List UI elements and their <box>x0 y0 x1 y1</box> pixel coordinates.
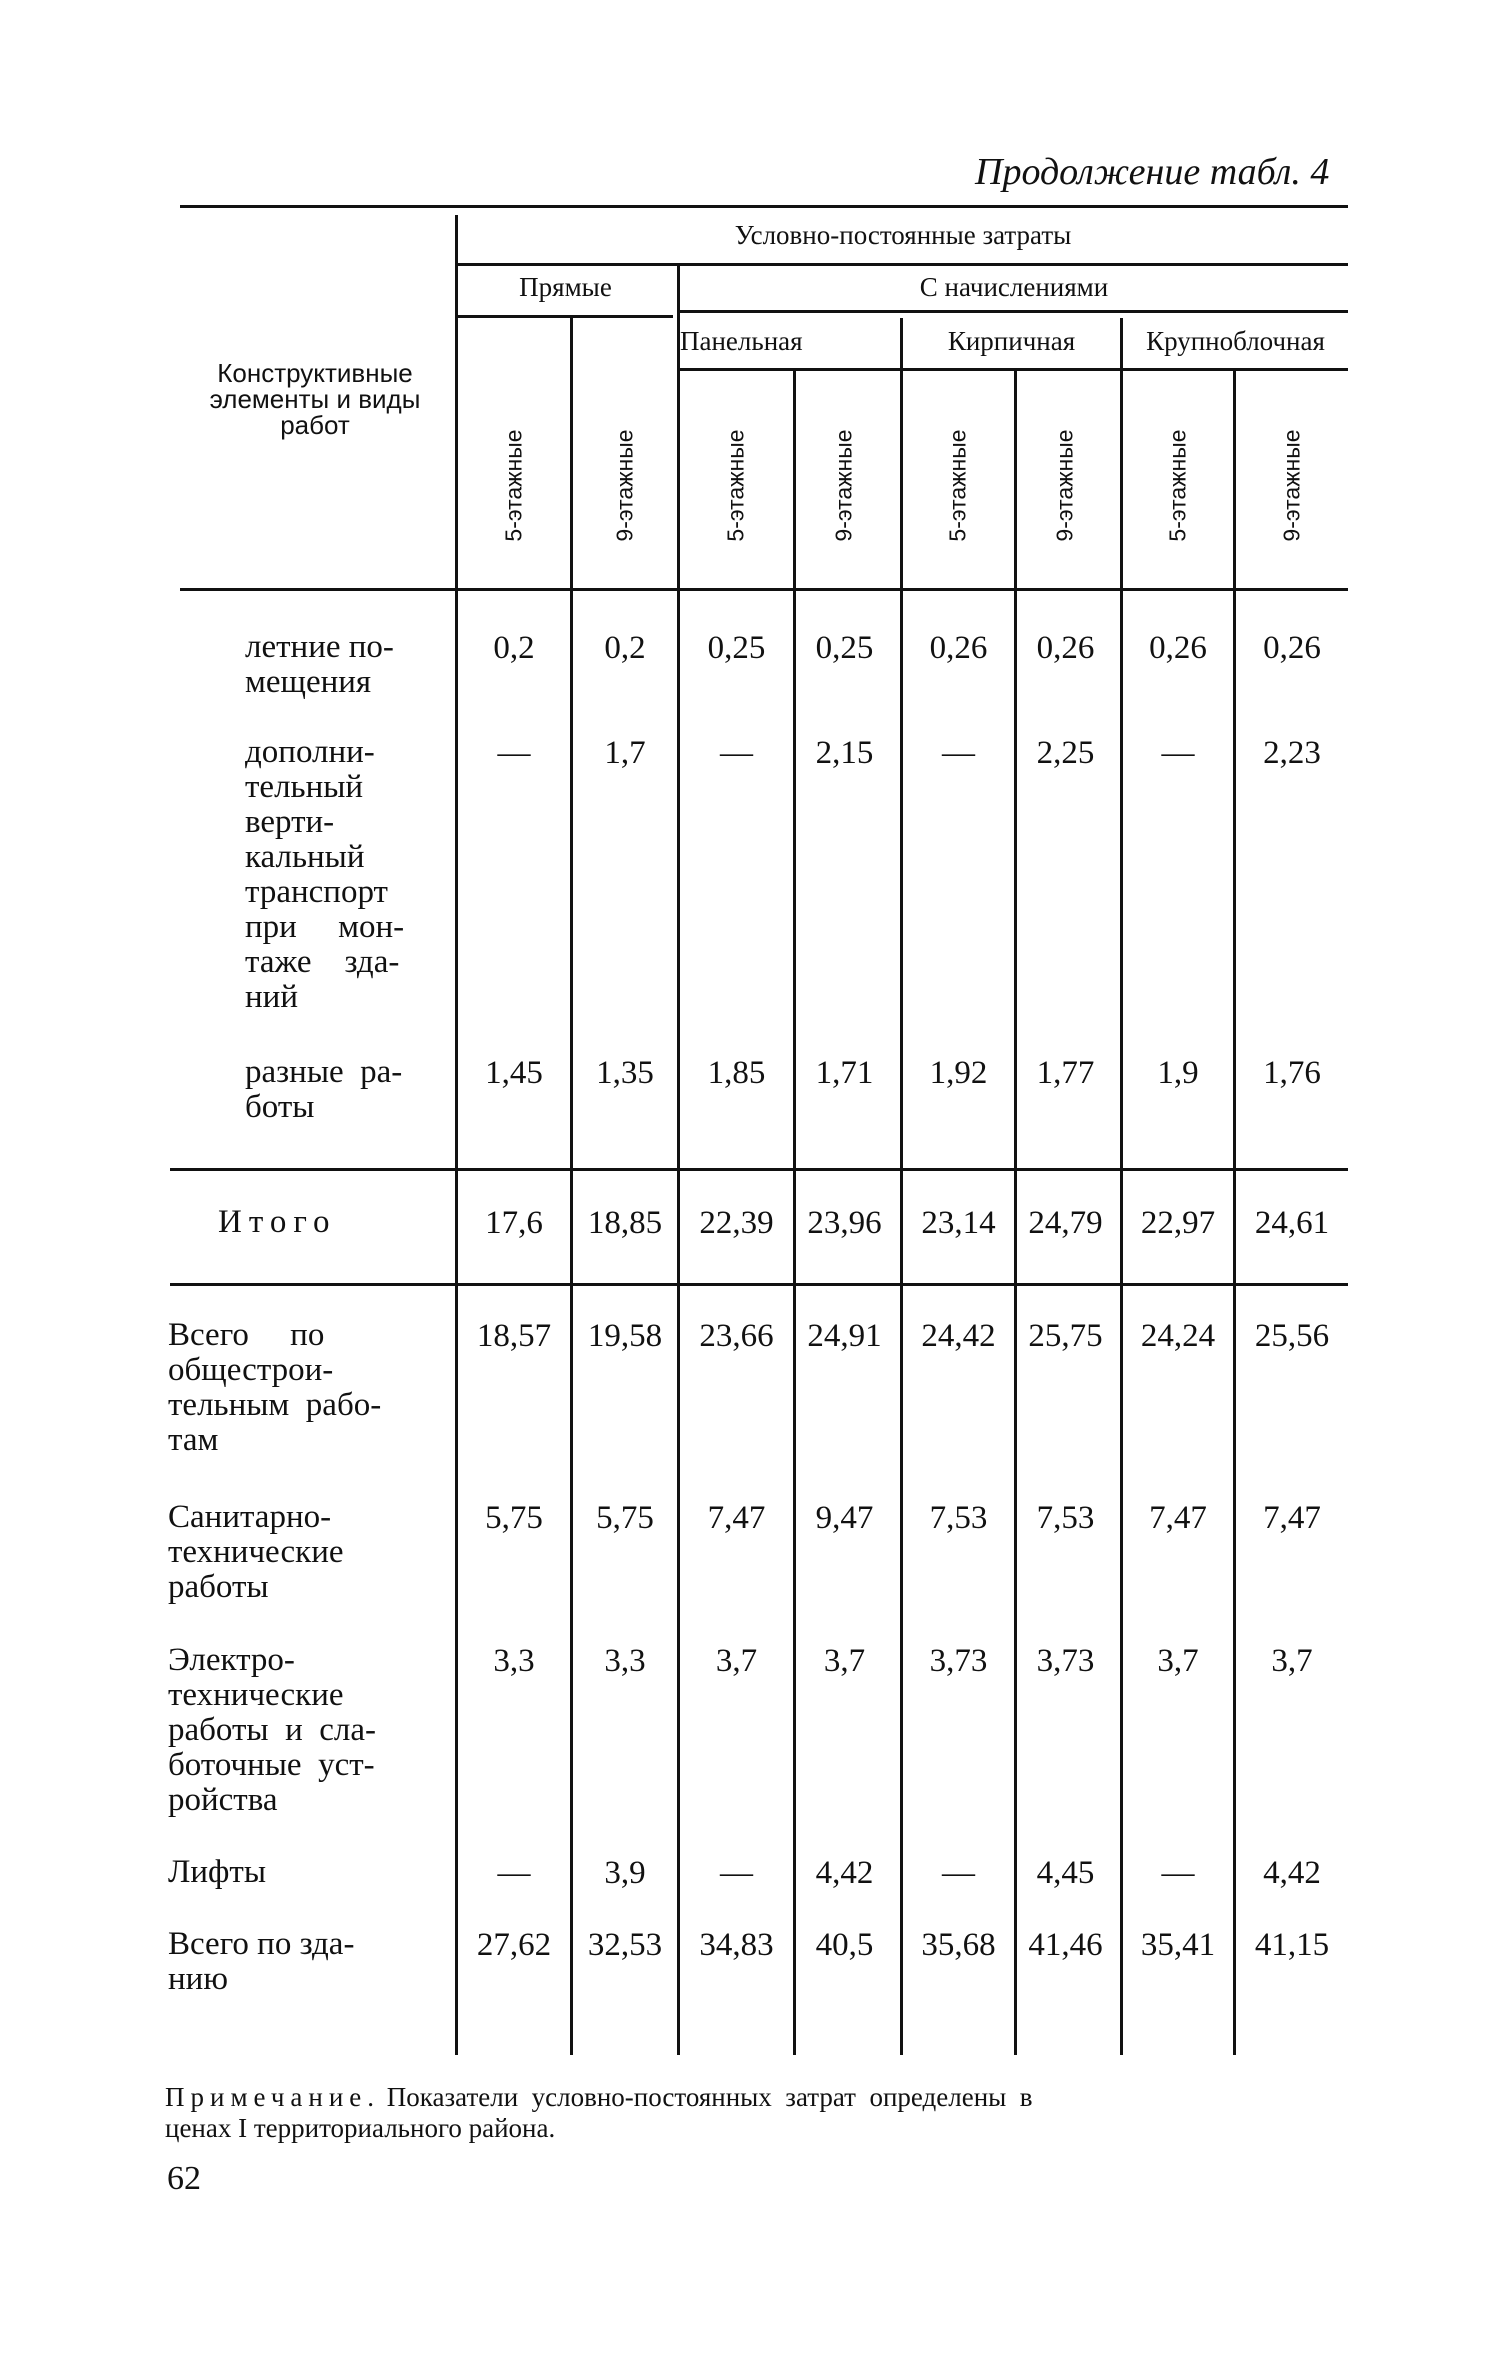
table-cell: 3,73 <box>1036 1643 1095 1679</box>
table-cell: 35,68 <box>921 1927 996 1963</box>
table-cell: 25,56 <box>1254 1318 1330 1354</box>
table-cell: — <box>1161 735 1195 771</box>
group-header-direct: Прямые <box>519 272 612 302</box>
row-header-label: Конструктивные элементы и виды работ <box>209 358 421 440</box>
table-cell: 1,77 <box>1036 1055 1095 1091</box>
table-caption: Продолжение табл. 4 <box>975 151 1330 193</box>
header-rule-accruals <box>680 310 1348 313</box>
table-cell: 0,2 <box>493 630 535 666</box>
sub-header-block: Крупноблочная <box>1146 326 1325 356</box>
table-cell: 3,7 <box>1157 1643 1199 1679</box>
table-cell: 0,26 <box>1036 630 1095 666</box>
table-cell: — <box>720 735 753 771</box>
column-label-8 <box>1262 395 1322 575</box>
table-cell: 17,6 <box>485 1205 543 1241</box>
table-cell: 24,79 <box>1028 1205 1103 1241</box>
table-cell: — <box>1161 1855 1195 1891</box>
note-text: Показатели условно-постоянных затрат определены в ценах I территориального района. <box>165 2082 1033 2143</box>
table-cell: 7,47 <box>707 1500 766 1536</box>
table-cell: 40,5 <box>815 1927 874 1963</box>
table-cell: 18,85 <box>587 1205 663 1241</box>
table-cell: 19,58 <box>587 1318 663 1354</box>
table-cell: — <box>497 735 531 771</box>
row-label: Санитарно- технические работы <box>168 1499 344 1605</box>
col-divider-2 <box>677 265 680 2055</box>
table-cell: 35,41 <box>1140 1927 1216 1963</box>
table-cell: 1,71 <box>815 1055 874 1091</box>
header-rule-1 <box>458 263 1348 266</box>
table-cell: 7,53 <box>929 1500 988 1536</box>
column-label-4 <box>815 395 875 575</box>
table-cell: 24,24 <box>1140 1318 1216 1354</box>
table-cell: 7,47 <box>1149 1500 1207 1536</box>
column-label-7 <box>1148 395 1208 575</box>
table-cell: 9,47 <box>815 1500 874 1536</box>
itogo-bottom-rule <box>170 1283 1348 1286</box>
group-header-accruals: С начислениями <box>919 272 1109 302</box>
column-label-text: 5-этажные <box>723 428 750 542</box>
sub-header-panel: Панельная <box>680 326 803 356</box>
row-label: разные ра- боты <box>245 1054 403 1125</box>
table-cell: 32,53 <box>587 1927 663 1963</box>
table-cell: 7,53 <box>1036 1500 1095 1536</box>
page-number: 62 <box>167 2160 201 2197</box>
column-label-text: 9-этажные <box>1052 428 1079 542</box>
itogo-top-rule <box>170 1168 1348 1171</box>
table-cell: 1,9 <box>1157 1055 1199 1091</box>
table-cell: 25,75 <box>1028 1318 1103 1354</box>
note-prefix: Примечание. <box>165 2082 381 2112</box>
table-cell: 1,85 <box>707 1055 766 1091</box>
table-cell: 3,3 <box>604 1643 646 1679</box>
row-label: Итого <box>218 1204 337 1240</box>
table-cell: 4,42 <box>1263 1855 1321 1891</box>
col-divider-6 <box>1120 318 1123 2055</box>
sub-header-brick: Кирпичная <box>947 326 1076 356</box>
table-cell: 0,25 <box>815 630 874 666</box>
table-cell: 2,15 <box>815 735 874 771</box>
table-cell: 1,7 <box>604 735 646 771</box>
table-cell: 7,47 <box>1263 1500 1321 1536</box>
table-cell: — <box>720 1855 753 1891</box>
table-cell: — <box>942 1855 975 1891</box>
table-cell: 1,45 <box>485 1055 543 1091</box>
table-cell: 2,25 <box>1036 735 1095 771</box>
column-label-text: 9-этажные <box>611 428 638 542</box>
table-cell: 0,26 <box>1149 630 1207 666</box>
row-label: Электро- технические работы и сла- боточные уст- ройства <box>168 1642 377 1818</box>
table-top-rule <box>180 205 1348 208</box>
col-divider-4 <box>900 318 903 2055</box>
table-cell: 1,92 <box>929 1055 988 1091</box>
table-cell: 3,7 <box>1271 1643 1313 1679</box>
table-cell: 23,96 <box>807 1205 882 1241</box>
table-cell: 4,42 <box>815 1855 874 1891</box>
table-cell: 0,25 <box>707 630 766 666</box>
column-label-3 <box>707 395 767 575</box>
row-label: Всего по общестрои- тельным рабо- там <box>168 1317 382 1458</box>
table-cell: 22,97 <box>1140 1205 1216 1241</box>
table-cell: 24,61 <box>1254 1205 1330 1241</box>
row-label: дополни- тельный верти- кальный транспорт при мон- таже зда- ний <box>245 734 405 1015</box>
table-cell: 0,26 <box>929 630 988 666</box>
table-cell: 23,66 <box>699 1318 774 1354</box>
table-cell: 41,46 <box>1028 1927 1103 1963</box>
table-cell: 4,45 <box>1036 1855 1095 1891</box>
row-label: летние по- мещения <box>245 629 394 700</box>
column-label-text: 9-этажные <box>831 428 858 542</box>
table-cell: 3,9 <box>604 1855 646 1891</box>
table-cell: 3,3 <box>493 1643 535 1679</box>
table-cell: 23,14 <box>921 1205 996 1241</box>
table-note <box>165 2082 1033 2144</box>
table-cell: — <box>497 1855 531 1891</box>
table-cell: 24,42 <box>921 1318 996 1354</box>
row-label: Всего по зда- нию <box>168 1926 355 1997</box>
table-cell: 24,91 <box>807 1318 882 1354</box>
column-label-text: 9-этажные <box>1278 428 1305 542</box>
column-label-6 <box>1036 395 1096 575</box>
table-cell: 41,15 <box>1254 1927 1330 1963</box>
row-label: Лифты <box>168 1854 267 1890</box>
table-cell: 2,23 <box>1263 735 1321 771</box>
group-header-top: Условно-постоянные затраты <box>734 220 1072 250</box>
table-cell: 3,7 <box>823 1643 866 1679</box>
column-label-text: 5-этажные <box>500 428 527 542</box>
column-label-text: 5-этажные <box>945 428 972 542</box>
table-cell: 3,73 <box>929 1643 988 1679</box>
column-label-2 <box>595 395 655 575</box>
table-cell: — <box>942 735 975 771</box>
table-cell: 5,75 <box>596 1500 654 1536</box>
table-cell: 1,35 <box>596 1055 654 1091</box>
table-cell: 5,75 <box>485 1500 543 1536</box>
table-cell: 0,2 <box>604 630 646 666</box>
table-cell: 18,57 <box>476 1318 552 1354</box>
table-cell: 1,76 <box>1263 1055 1321 1091</box>
table-cell: 3,7 <box>715 1643 758 1679</box>
col-divider-1 <box>570 315 573 2055</box>
column-label-text: 5-этажные <box>1164 428 1191 542</box>
header-rule-direct <box>458 315 673 318</box>
column-label-1 <box>484 395 544 575</box>
col-divider-0 <box>455 215 458 2055</box>
table-cell: 34,83 <box>699 1927 774 1963</box>
table-cell: 27,62 <box>476 1927 552 1963</box>
table-cell: 0,26 <box>1263 630 1321 666</box>
table-cell: 22,39 <box>699 1205 774 1241</box>
column-label-5 <box>929 395 989 575</box>
header-bottom-rule <box>180 588 1348 591</box>
